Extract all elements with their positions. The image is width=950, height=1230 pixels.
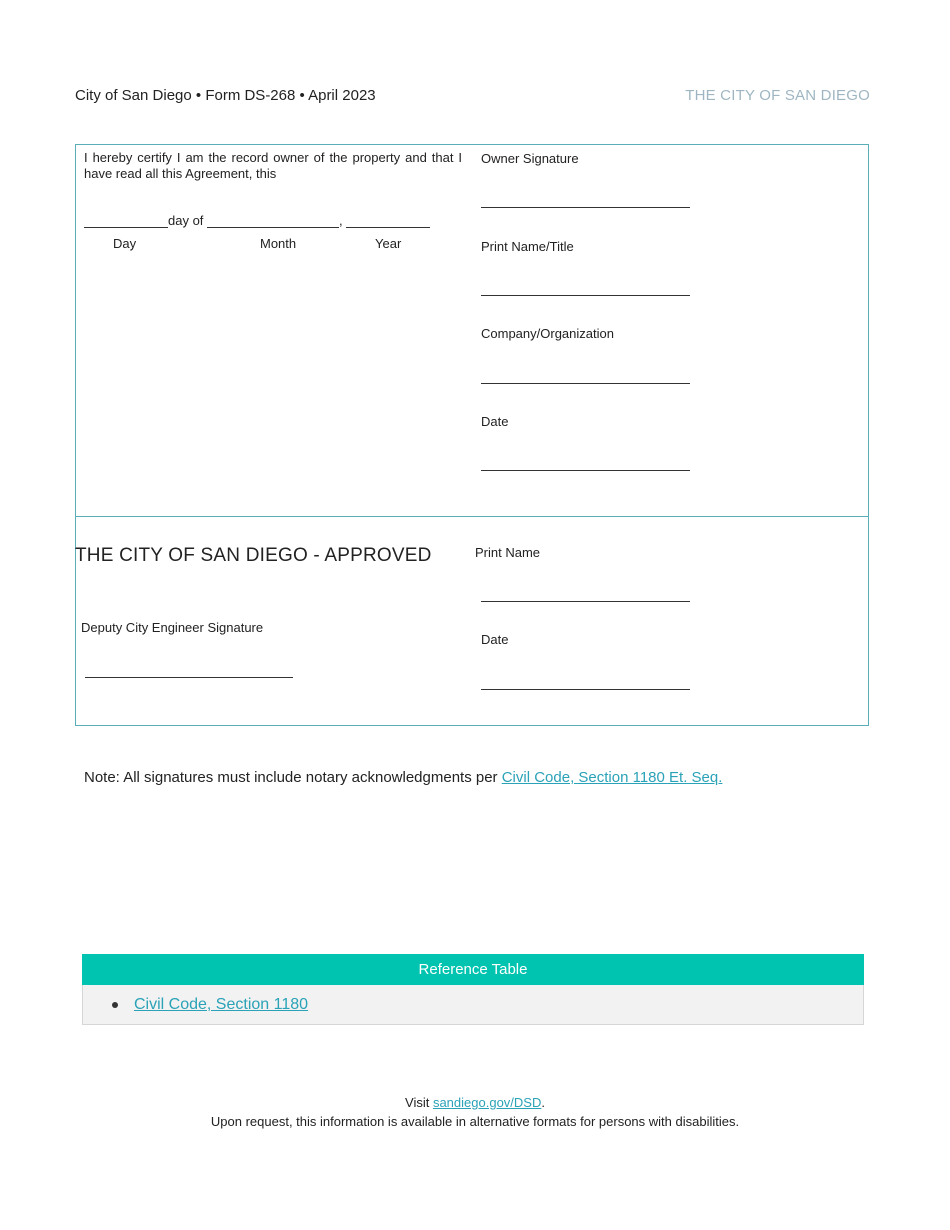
- company-line[interactable]: [481, 383, 690, 384]
- month-field[interactable]: [207, 213, 339, 228]
- reference-table-body: [82, 985, 864, 1025]
- owner-date-label: Date: [481, 414, 509, 429]
- day-of-text: day of: [168, 213, 204, 228]
- city-wordmark: THE CITY OF SAN DIEGO: [685, 87, 870, 104]
- approval-print-name-label: Print Name: [475, 545, 541, 560]
- print-name-title-label: Print Name/Title: [481, 239, 574, 254]
- day-field[interactable]: [84, 213, 168, 228]
- footer-visit: [0, 1095, 950, 1110]
- owner-signature-line[interactable]: [481, 207, 690, 208]
- year-field[interactable]: [346, 213, 430, 228]
- form-header: City of San Diego • Form DS-268 • April 2023: [75, 87, 376, 104]
- day-label: Day: [113, 236, 137, 251]
- civil-code-link[interactable]: Civil Code, Section 1180 Et. Seq.: [501, 769, 723, 786]
- approval-title: THE CITY OF SAN DIEGO - APPROVED: [75, 545, 432, 566]
- engineer-signature-line[interactable]: [85, 677, 293, 678]
- owner-certification-section: [75, 144, 869, 517]
- print-name-title-line[interactable]: [481, 295, 690, 296]
- dsd-website-link[interactable]: sandiego.gov/DSD: [432, 1095, 542, 1110]
- owner-date-line[interactable]: [481, 470, 690, 471]
- approval-date-label: Date: [481, 632, 509, 647]
- company-label: Company/Organization: [481, 326, 614, 341]
- note-text: Note: All signatures must include notary acknowledgments per: [84, 769, 502, 786]
- year-label: Year: [375, 236, 402, 251]
- month-label: Month: [260, 236, 297, 251]
- engineer-signature-label: Deputy City Engineer Signature: [81, 620, 264, 635]
- comma-text: ,: [339, 213, 343, 228]
- bullet-icon: [112, 1002, 118, 1008]
- owner-signature-label: Owner Signature: [481, 151, 579, 166]
- reference-item-link[interactable]: Civil Code, Section 1180: [134, 996, 309, 1013]
- footer-accessibility: Upon request, this information is available in alternative formats for persons with disabilities.: [210, 1114, 740, 1129]
- footer-visit-text: Visit: [405, 1095, 433, 1110]
- approval-print-name-line[interactable]: [481, 601, 690, 602]
- certification-text: I hereby certify I am the record owner of the property and that I have read all this Agreement, this: [84, 150, 462, 181]
- reference-table-title: Reference Table: [82, 954, 864, 985]
- approval-date-line[interactable]: [481, 689, 690, 690]
- certification-date-line: [84, 213, 430, 228]
- reference-table: [82, 954, 864, 1025]
- footer-period: .: [541, 1095, 545, 1110]
- notary-note: [84, 769, 722, 786]
